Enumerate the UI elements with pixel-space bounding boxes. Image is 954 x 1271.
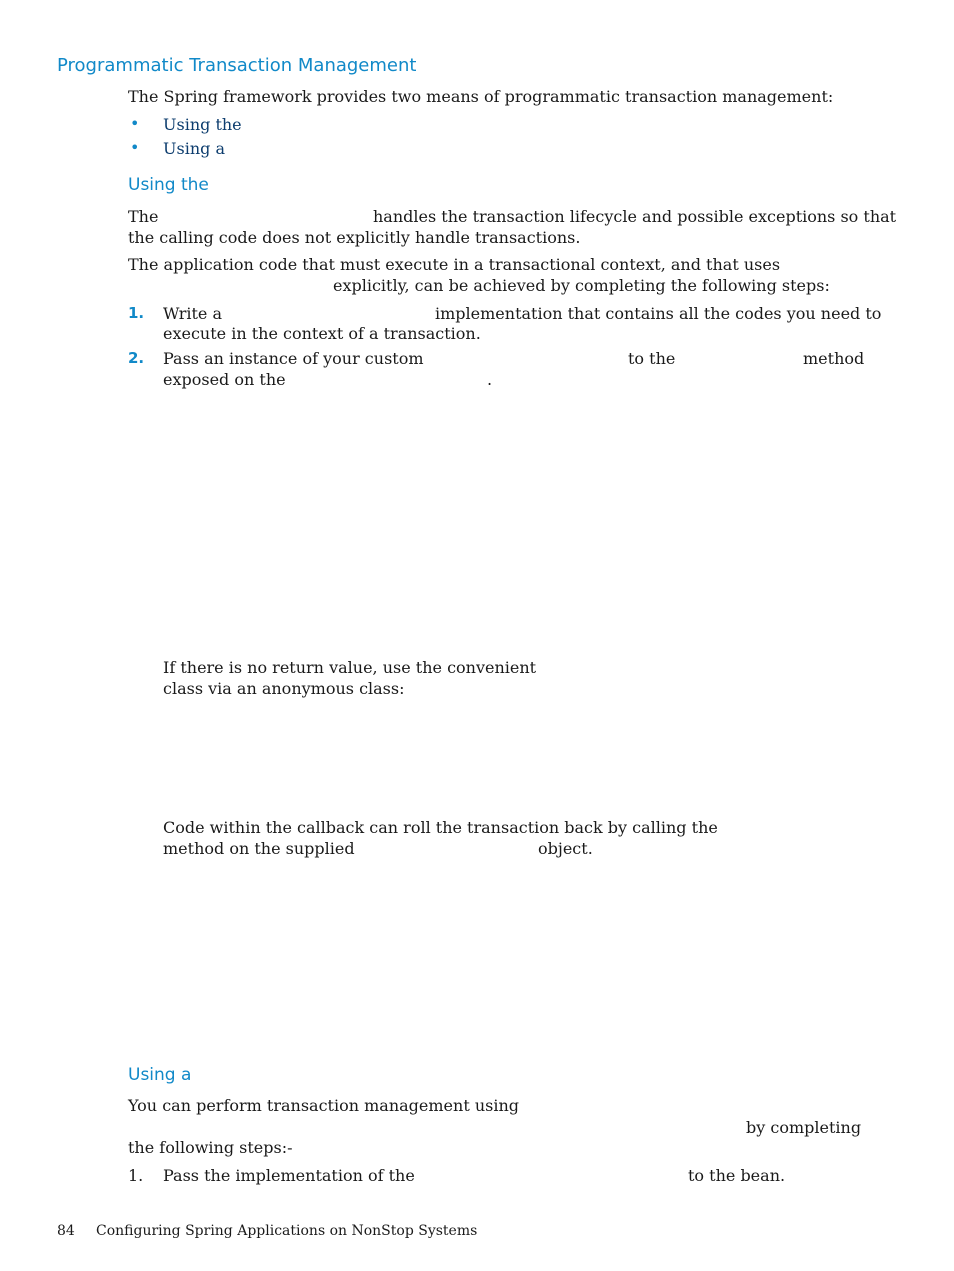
para3-line2: class via an anonymous class: [163, 679, 405, 698]
step2-line2: exposed on the [163, 370, 286, 389]
intro-text: The Spring framework provides two means of programmatic transaction management: [128, 87, 834, 106]
para4-line1: Code within the callback can roll the transaction back by calling the [163, 818, 718, 837]
step2-text-b: to the [628, 349, 676, 368]
para2-line2: explicitly, can be achieved by completing the following steps: [333, 276, 830, 295]
chapter-title: Configuring Spring Applications on NonStop Systems [96, 1223, 478, 1239]
step2-dot: . [487, 370, 493, 389]
para4-line2a: method on the supplied [163, 839, 355, 858]
sub2-para-line1: You can perform transaction management using [128, 1096, 520, 1115]
para3-line1: If there is no return value, use the convenient [163, 658, 537, 677]
sub2-para-line2: by completing [746, 1118, 862, 1137]
page-number: 84 [57, 1223, 75, 1239]
bullet-link-platform[interactable]: Using a [163, 139, 225, 158]
sub2-step1-number: 1. [128, 1166, 144, 1185]
step1-text-a: Write a [163, 304, 223, 323]
para1-start: The [128, 207, 159, 226]
section-title: Programmatic Transaction Management [57, 55, 417, 76]
para4-line2b: object. [538, 839, 593, 858]
para2-line1: The application code that must execute in a transactional context, and that uses [128, 255, 781, 274]
bullet-link-template[interactable]: Using the [163, 115, 242, 134]
step1-line2: execute in the context of a transaction. [163, 324, 481, 343]
step2-text-a: Pass an instance of your custom [163, 349, 424, 368]
para1-line2: the calling code does not explicitly handle transactions. [128, 228, 581, 247]
step1-number: 1. [128, 304, 145, 322]
sub2-step1-text-b: to the bean. [688, 1166, 786, 1185]
step2-text-c: method [803, 349, 865, 368]
subsection-title-template: Using the [128, 175, 209, 195]
sub2-step1-text-a: Pass the implementation of the [163, 1166, 415, 1185]
step1-text-b: implementation that contains all the codes you need to [435, 304, 882, 323]
bullet-dot: • [130, 114, 140, 133]
step2-number: 2. [128, 349, 145, 367]
subsection-title-platform: Using a [128, 1065, 192, 1085]
sub2-para-line3: the following steps:- [128, 1138, 293, 1157]
para1-mid: handles the transaction lifecycle and possible exceptions so that [373, 207, 897, 226]
bullet-dot: • [130, 138, 140, 157]
